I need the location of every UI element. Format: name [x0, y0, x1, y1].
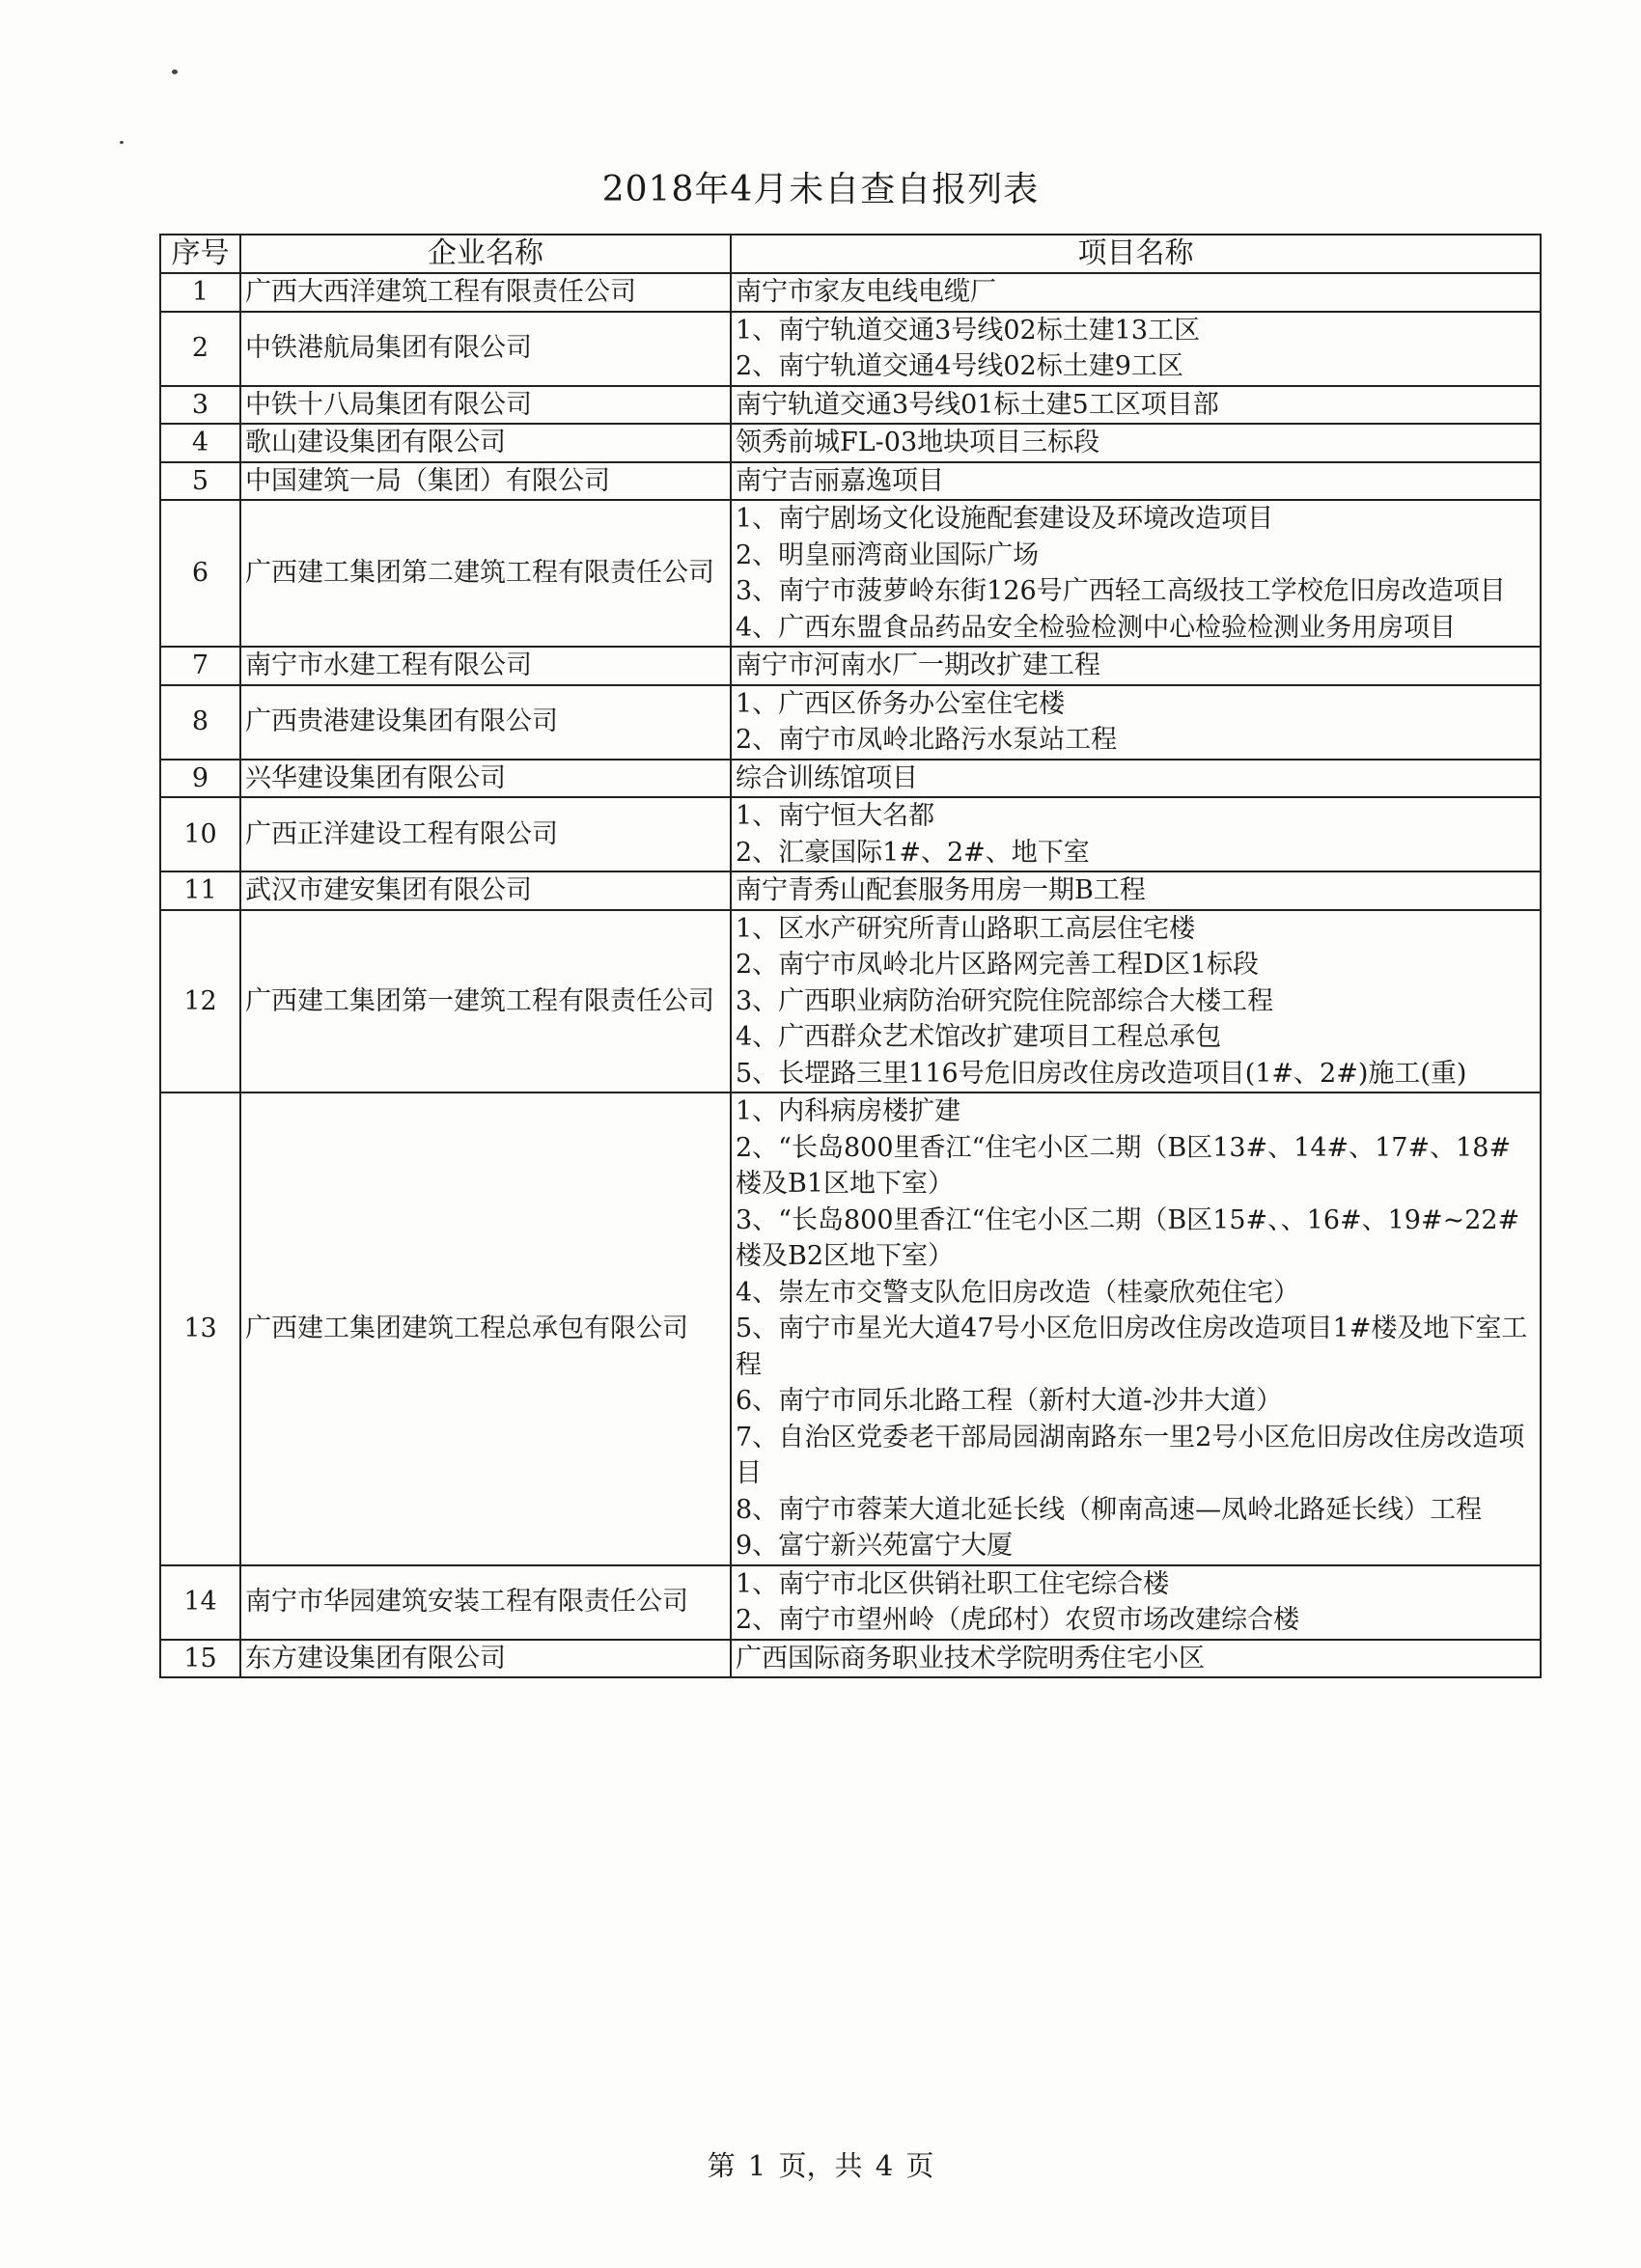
project-item: 7、自治区党委老干部局园湖南路东一里2号小区危旧房改住房改造项目	[736, 1422, 1525, 1488]
scan-speck	[172, 69, 178, 74]
row-project-list	[731, 685, 1541, 760]
row-serial-number: 11	[160, 871, 240, 910]
row-serial-number: 12	[160, 910, 240, 1093]
project-item: 1、南宁轨道交通3号线02标土建13工区	[736, 315, 1201, 346]
row-serial-number: 14	[160, 1565, 240, 1640]
row-company-name: 广西建工集团建筑工程总承包有限公司	[240, 1093, 731, 1565]
row-serial-number: 2	[160, 312, 240, 386]
project-item: 4、广西群众艺术馆改扩建项目工程总承包	[736, 1022, 1222, 1052]
row-serial-number: 9	[160, 760, 240, 798]
row-project-list	[731, 1093, 1541, 1565]
row-company-name: 广西正洋建设工程有限公司	[240, 797, 731, 871]
row-project-list	[731, 273, 1541, 312]
row-company-name: 广西大西洋建筑工程有限责任公司	[240, 273, 731, 312]
project-item: 3、南宁市菠萝岭东街126号广西轻工高级技工学校危旧房改造项目	[736, 576, 1506, 606]
row-company-name: 中国建筑一局（集团）有限公司	[240, 462, 731, 501]
page-footer	[0, 2144, 1641, 2184]
project-item: 3、广西职业病防治研究院住院部综合大楼工程	[736, 985, 1274, 1016]
row-serial-number: 3	[160, 386, 240, 425]
project-item: 南宁吉丽嘉逸项目	[736, 465, 944, 496]
row-project-list	[731, 1640, 1541, 1678]
row-company-name: 武汉市建安集团有限公司	[240, 871, 731, 910]
row-serial-number: 8	[160, 685, 240, 760]
project-item: 领秀前城FL-03地块项目三标段	[736, 428, 1100, 457]
project-item: 2、南宁市望州岭（虎邱村）农贸市场改建综合楼	[736, 1605, 1300, 1635]
row-project-list	[731, 424, 1541, 462]
row-project-list	[731, 871, 1541, 910]
project-item: 8、南宁市蓉茉大道北延长线（柳南高速—凤岭北路延长线）工程	[736, 1494, 1483, 1525]
table-row	[160, 462, 1541, 501]
row-company-name: 中铁十八局集团有限公司	[240, 386, 731, 425]
project-item: 4、崇左市交警支队危旧房改造（桂豪欣苑住宅）	[736, 1277, 1300, 1308]
row-company-name: 兴华建设集团有限公司	[240, 760, 731, 798]
row-project-list	[731, 312, 1541, 386]
project-item: 1、内科病房楼扩建	[736, 1096, 961, 1126]
project-item: 1、广西区侨务办公室住宅楼	[736, 688, 1066, 719]
row-serial-number: 6	[160, 500, 240, 647]
table-body	[160, 273, 1541, 1677]
project-item: 1、南宁市北区供销社职工住宅综合楼	[736, 1568, 1170, 1599]
project-item: 3、“长岛800里香江“住宅小区二期（B区15#、、16#、19#~22#楼及B2区地下室）	[736, 1204, 1520, 1271]
project-item: 南宁市河南水厂一期改扩建工程	[736, 650, 1100, 680]
row-company-name: 歌山建设集团有限公司	[240, 424, 731, 462]
project-item: 5、长堽路三里116号危旧房改住房改造项目(1#、2#)施工(重)	[736, 1058, 1467, 1089]
row-serial-number: 10	[160, 797, 240, 871]
table-row	[160, 760, 1541, 798]
table-row	[160, 1640, 1541, 1678]
row-company-name: 东方建设集团有限公司	[240, 1640, 731, 1678]
table-row	[160, 500, 1541, 647]
project-item: 9、富宁新兴苑富宁大厦	[736, 1531, 1014, 1561]
project-item: 4、广西东盟食品药品安全检验检测中心检验检测业务用房项目	[736, 612, 1457, 643]
header-serial-number: 序号	[160, 235, 240, 273]
document-title: 2018年4月未自查自报列表	[601, 170, 1040, 209]
project-item: 2、南宁市凤岭北路污水泵站工程	[736, 725, 1118, 755]
table-row	[160, 386, 1541, 425]
row-project-list	[731, 1565, 1541, 1640]
row-company-name: 广西贵港建设集团有限公司	[240, 685, 731, 760]
row-project-list	[731, 910, 1541, 1093]
project-item: 2、南宁轨道交通4号线02标土建9工区	[736, 351, 1183, 381]
table-row	[160, 871, 1541, 910]
footer-middle: 页，共	[778, 2149, 863, 2182]
project-item: 1、南宁剧场文化设施配套建设及环境改造项目	[736, 504, 1274, 534]
project-item: 6、南宁市同乐北路工程（新村大道-沙井大道）	[736, 1386, 1283, 1416]
footer-total-pages: 4	[875, 2149, 894, 2182]
report-table	[159, 234, 1542, 1678]
row-project-list	[731, 462, 1541, 501]
row-project-list	[731, 647, 1541, 685]
project-item: 南宁轨道交通3号线01标土建5工区项目部	[736, 389, 1219, 420]
table-row	[160, 312, 1541, 386]
table-row	[160, 910, 1541, 1093]
row-company-name: 广西建工集团第二建筑工程有限责任公司	[240, 500, 731, 647]
table-row	[160, 647, 1541, 685]
row-serial-number: 4	[160, 424, 240, 462]
table-row	[160, 685, 1541, 760]
header-company-name: 企业名称	[240, 235, 731, 273]
project-item: 2、明皇丽湾商业国际广场	[736, 539, 1040, 570]
table-row	[160, 273, 1541, 312]
row-serial-number: 5	[160, 462, 240, 501]
row-company-name: 南宁市华园建筑安装工程有限责任公司	[240, 1565, 731, 1640]
footer-suffix: 页	[905, 2149, 934, 2182]
table-row	[160, 1093, 1541, 1565]
project-item: 综合训练馆项目	[736, 762, 918, 793]
row-company-name: 南宁市水建工程有限公司	[240, 647, 731, 685]
project-item: 5、南宁市星光大道47号小区危旧房改住房改造项目1#楼及地下室工程	[736, 1314, 1528, 1380]
row-company-name: 广西建工集团第一建筑工程有限责任公司	[240, 910, 731, 1093]
project-item: 南宁青秀山配套服务用房一期B工程	[736, 875, 1146, 905]
project-item: 广西国际商务职业技术学院明秀住宅小区	[736, 1643, 1205, 1673]
row-serial-number: 13	[160, 1093, 240, 1565]
project-item: 1、南宁恒大名都	[736, 801, 935, 831]
header-project-name: 项目名称	[731, 235, 1541, 273]
project-item: 南宁市家友电线电缆厂	[736, 277, 996, 307]
project-item: 2、“长岛800里香江“住宅小区二期（B区13#、14#、17#、18#楼及B1区地下室）	[736, 1132, 1512, 1199]
row-serial-number: 1	[160, 273, 240, 312]
project-item: 2、南宁市凤岭北片区路网完善工程D区1标段	[736, 950, 1260, 980]
row-serial-number: 15	[160, 1640, 240, 1678]
table-header-row	[160, 235, 1541, 273]
row-serial-number: 7	[160, 647, 240, 685]
scan-speck	[120, 141, 124, 144]
table-row	[160, 797, 1541, 871]
row-project-list	[731, 797, 1541, 871]
table-row	[160, 1565, 1541, 1640]
project-item: 1、区水产研究所青山路职工高层住宅楼	[736, 913, 1196, 944]
row-company-name: 中铁港航局集团有限公司	[240, 312, 731, 386]
row-project-list	[731, 500, 1541, 647]
project-item: 2、汇豪国际1#、2#、地下室	[736, 837, 1090, 868]
row-project-list	[731, 760, 1541, 798]
table-row	[160, 424, 1541, 462]
footer-page-number: 1	[747, 2149, 766, 2182]
footer-prefix: 第	[707, 2149, 736, 2182]
row-project-list	[731, 386, 1541, 425]
